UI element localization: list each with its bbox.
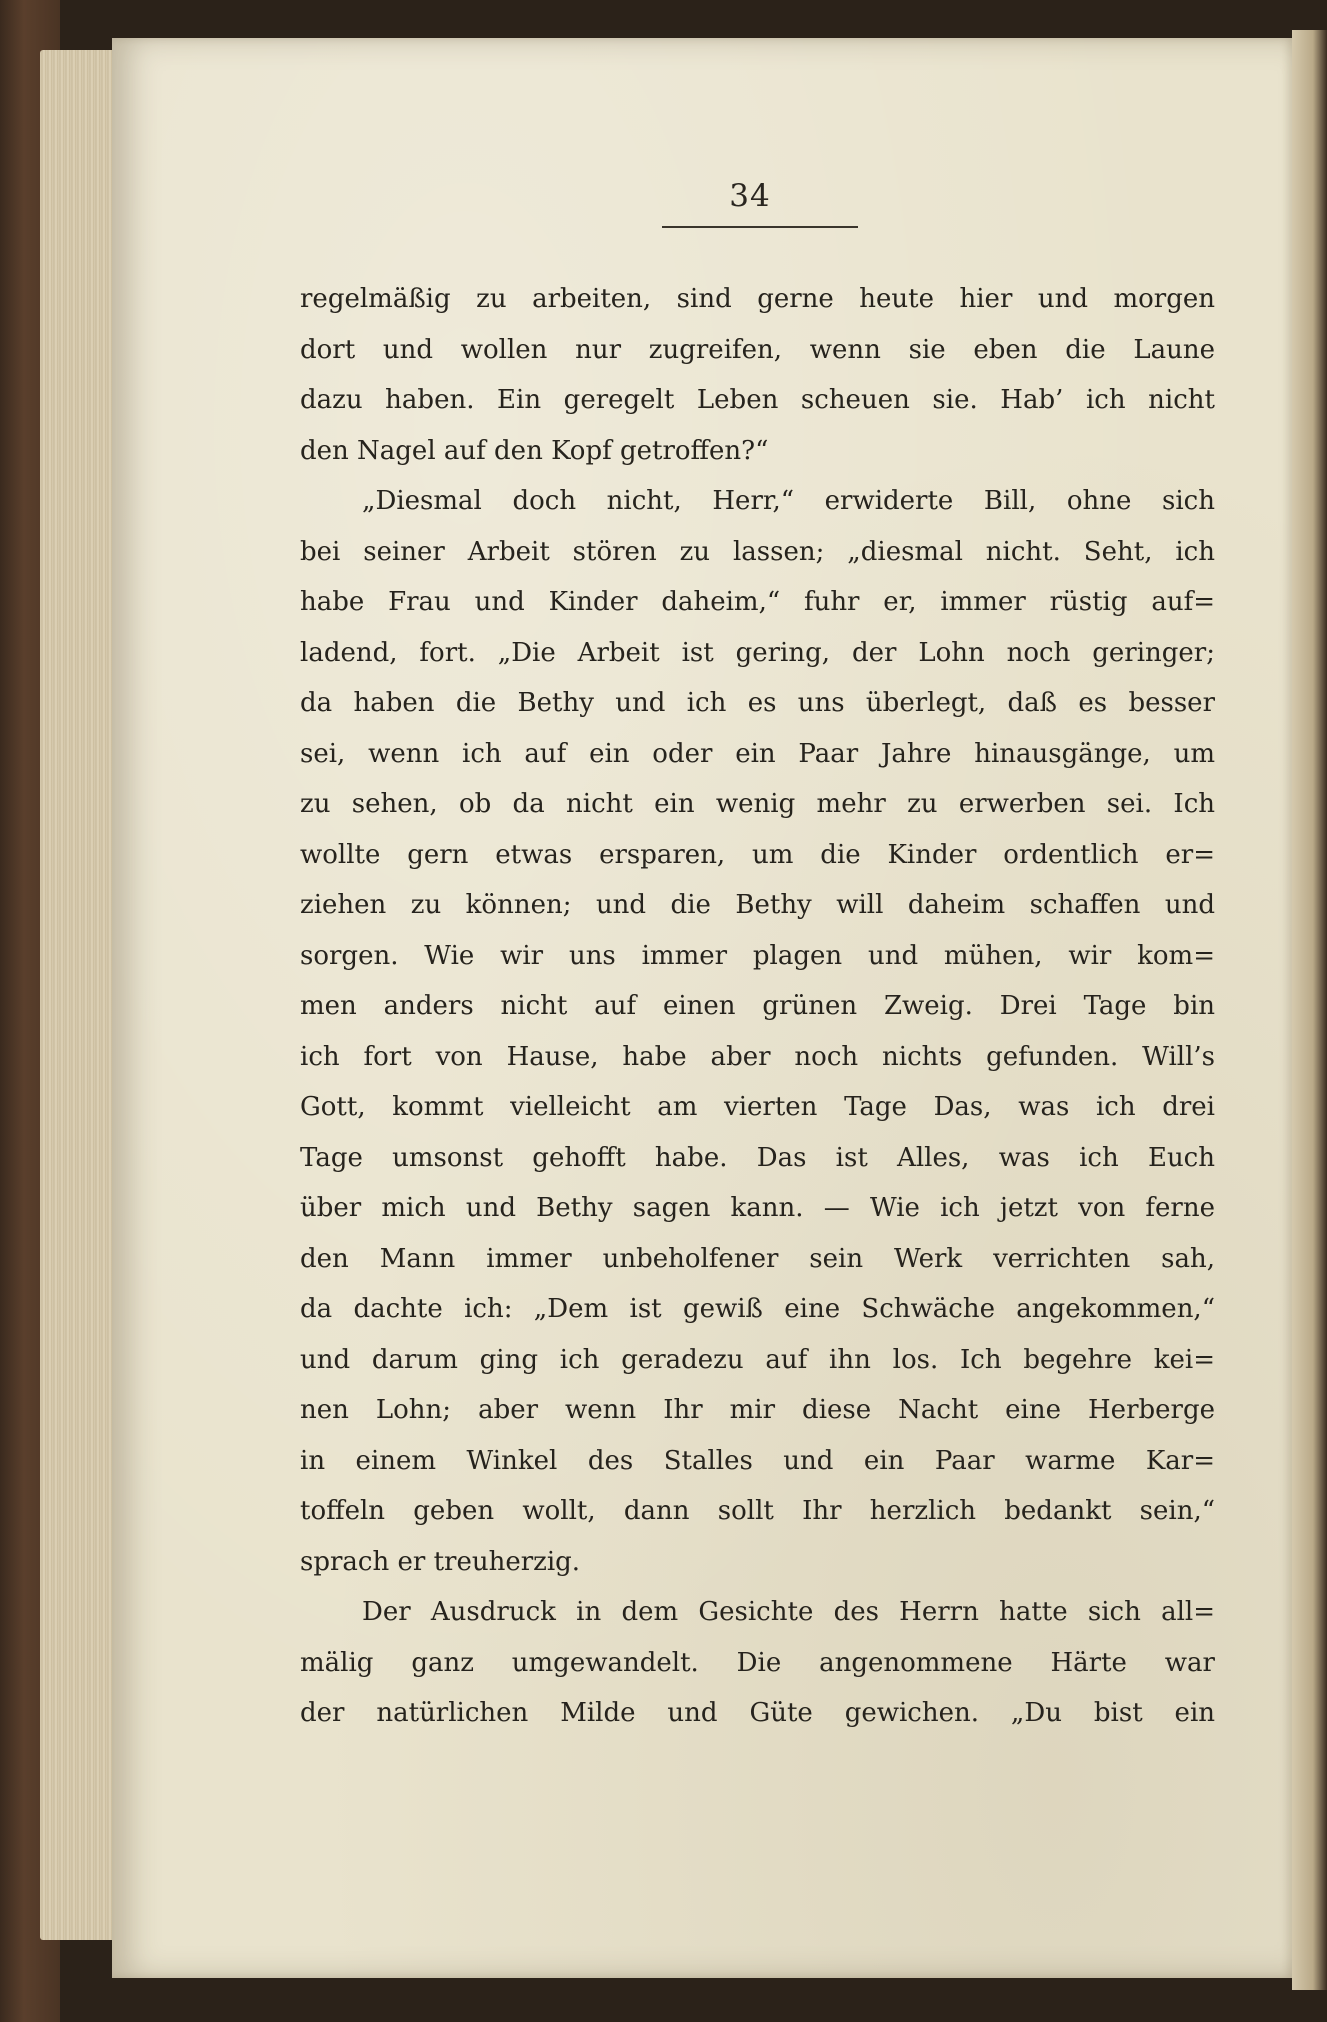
body-text	[300, 274, 1215, 1739]
text-line: in einem Winkel des Stalles und ein Paar warme Kar=	[300, 1445, 1215, 1476]
text-line: da haben die Bethy und ich es uns überlegt, daß es besser	[300, 688, 1215, 718]
page-number-rule	[662, 226, 858, 228]
text-line: über mich und Bethy sagen kann. — Wie ich jetzt von ferne	[300, 1193, 1215, 1223]
text-line: regelmäßig zu arbeiten, sind gerne heute hier und morgen	[300, 284, 1215, 314]
text-line: den Mann immer unbeholfener sein Werk verrichten sah,	[300, 1243, 1215, 1274]
text-line: dazu haben. Ein geregelt Leben scheuen sie. Hab’ ich nicht	[300, 385, 1215, 415]
text-line: habe Frau und Kinder daheim,“ fuhr er, immer rüstig auf=	[300, 587, 1215, 617]
text-line: mälig ganz umgewandelt. Die angenommene Härte war	[300, 1647, 1215, 1678]
text-line: ladend, fort. „Die Arbeit ist gering, der Lohn noch geringer;	[300, 637, 1215, 668]
text-line: dort und wollen nur zugreifen, wenn sie eben die Laune	[300, 334, 1215, 365]
text-line: sorgen. Wie wir uns immer plagen und mühen, wir kom=	[300, 940, 1215, 971]
text-line: sprach er treuherzig.	[300, 1546, 581, 1577]
text-line: und darum ging ich geradezu auf ihn los. Ich begehre kei=	[300, 1344, 1215, 1375]
text-line: Gott, kommt vielleicht am vierten Tage Das, was ich drei	[300, 1092, 1215, 1122]
text-line: wollte gern etwas ersparen, um die Kinder ordentlich er=	[300, 839, 1215, 870]
page-number: 34	[729, 178, 771, 214]
text-line: ich fort von Hause, habe aber noch nichts gefunden. Will’s	[300, 1041, 1215, 1072]
page-stack-edges	[40, 50, 120, 1940]
text-line: den Nagel auf den Kopf getroffen?“	[300, 435, 769, 466]
text-line: sei, wenn ich auf ein oder ein Paar Jahre hinausgänge, um	[300, 738, 1215, 769]
text-line: bei seiner Arbeit stören zu lassen; „diesmal nicht. Seht, ich	[300, 536, 1215, 567]
text-line: men anders nicht auf einen grünen Zweig. Drei Tage bin	[300, 991, 1215, 1021]
facing-page-edge	[1292, 30, 1327, 1990]
text-line: toffeln geben wollt, dann sollt Ihr herzlich bedankt sein,“	[300, 1496, 1215, 1526]
text-line: Der Ausdruck in dem Gesichte des Herrn hatte sich all=	[362, 1597, 1215, 1627]
text-line: der natürlichen Milde und Güte gewichen. „Du bist ein	[300, 1698, 1215, 1728]
text-line: da dachte ich: „Dem ist gewiß eine Schwäche angekommen,“	[300, 1294, 1215, 1324]
text-line: ziehen zu können; und die Bethy will daheim schaffen und	[300, 890, 1215, 920]
text-line: nen Lohn; aber wenn Ihr mir diese Nacht eine Herberge	[300, 1395, 1215, 1425]
text-line: Tage umsonst gehofft habe. Das ist Alles, was ich Euch	[300, 1142, 1215, 1173]
text-line: zu sehen, ob da nicht ein wenig mehr zu erwerben sei. Ich	[300, 789, 1215, 819]
text-line: „Diesmal doch nicht, Herr,“ erwiderte Bill, ohne sich	[362, 486, 1215, 516]
